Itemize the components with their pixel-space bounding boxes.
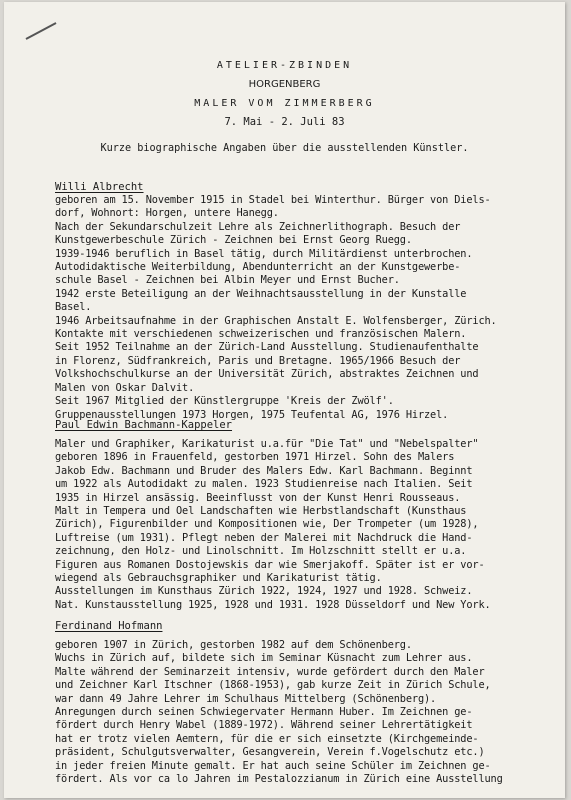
bio-line: Luftreise (um 1931). Pflegt neben der Malerei mit Nachdruck die Hand- <box>55 531 473 544</box>
artist-name: Paul Edwin Bachmann-Kappeler <box>55 419 233 431</box>
bio-line: Zürich), Figurenbilder und Kompositionen wie, Der Trompeter (um 1928), <box>55 518 479 531</box>
bio-line: Wuchs in Zürich auf, bildete sich im Seminar Küsnacht zum Lehrer aus. <box>55 652 473 665</box>
bio-line: Nat. Kunstausstellung 1925, 1928 und 1931. 1928 Düsseldorf und New York. <box>55 598 491 611</box>
bio-line: Malen von Oskar Dalvit. <box>55 381 195 394</box>
exhibition-dates: 7. Mai - 2. Juli 83 <box>224 116 345 128</box>
bio-line: 1939-1946 beruflich in Basel tätig, durch Militärdienst unterbrochen. <box>55 247 473 260</box>
bio-line: Volkshochschulkurse an der Universität Zürich, abstraktes Zeichnen und <box>55 368 479 381</box>
bio-line: Ausstellungen im Kunsthaus Zürich 1922, 1924, 1927 und 1928. Schweiz. <box>55 585 473 598</box>
bio-line: Seit 1967 Mitglied der Künstlergruppe 'Kreis der Zwölf'. <box>55 395 394 408</box>
artist-section-bachmann <box>55 418 565 612</box>
bio-line: präsident, Schulgutsverwalter, Gesangverein, Verein f.Vogelschutz etc.) <box>55 746 485 759</box>
bio-line: Seit 1952 Teilnahme an der Zürich-Land Ausstellung. Studienaufenthalte <box>55 341 479 354</box>
intro-text: Kurze biographische Angaben über die ausstellenden Künstler. <box>100 143 469 154</box>
bio-line: zeichnung, den Holz- und Linolschnitt. Im Holzschnitt stellt er u.a. <box>55 545 467 558</box>
bio-line: fördert. Als vor ca lo Jahren im Pestalozzianum in Zürich eine Ausstellung <box>55 773 503 786</box>
bio-line: schule Basel - Zeichnen bei Albin Meyer und Ernst Bucher. <box>55 274 400 287</box>
bio-line: Malte während der Seminarzeit intensiv, wurde gefördert durch den Maler <box>55 665 485 678</box>
bio-line: Malt in Tempera und Oel Landschaften wie Herbstlandschaft (Kunsthaus <box>55 505 467 518</box>
bio-line: Maler und Graphiker, Karikaturist u.a.für "Die Tat" und "Nebelspalter" <box>55 438 479 450</box>
bio-line: 1946 Arbeitsaufnahme in der Graphischen Anstalt E. Wolfensberger, Zürich. <box>55 314 497 327</box>
bio-line: war dann 49 Jahre Lehrer im Schulhaus Mittelberg (Schönenberg). <box>55 692 437 705</box>
bio-line: Autodidaktische Weiterbildung, Abendunterricht an der Kunstgewerbe- <box>55 261 461 274</box>
bio-line: 1935 in Hirzel ansässig. Beeinflusst von der Kunst Henri Rousseaus. <box>55 491 461 504</box>
bio-line: um 1922 als Autodidakt zu malen. 1923 Studienreise nach Italien. Seit <box>55 478 473 491</box>
document-page <box>4 2 565 798</box>
bio-line: geboren 1896 in Frauenfeld, gestorben 1971 Hirzel. Sohn des Malers <box>55 451 455 464</box>
bio-line: Figuren aus Romanen Dostojewskis dar wie Smerjakoff. Später ist er vor- <box>55 558 485 571</box>
bio-line: Jakob Edw. Bachmann und Bruder des Malers Edw. Karl Bachmann. Beginnt <box>55 464 473 477</box>
bio-line: 1942 erste Beteiligung an der Weihnachtsausstellung in der Kunstalle <box>55 287 467 300</box>
bio-line: Kontakte mit verschiedenen schweizerischen und französischen Malern. <box>55 328 467 341</box>
bio-line: geboren am 15. November 1915 in Stadel bei Winterthur. Bürger von Diels- <box>55 194 491 206</box>
artist-bio <box>55 639 565 786</box>
artist-section-hofmann <box>55 619 565 786</box>
artist-section-albrecht <box>55 180 565 422</box>
bio-line: geboren 1907 in Zürich, gestorben 1982 auf dem Schönenberg. <box>55 639 412 651</box>
artist-name: Ferdinand Hofmann <box>55 620 163 632</box>
bio-line: fördert durch Henry Wabel (1889-1972). Während seiner Lehrertätigkeit <box>55 719 473 732</box>
bio-line: in jeder freien Minute gemalt. Er hat auch seine Schüler im Zeichnen ge- <box>55 759 491 772</box>
bio-line: Anregungen durch seinen Schwiegervater Hermann Huber. Im Zeichnen ge- <box>55 706 473 719</box>
bio-line: wiegend als Gebrauchsgraphiker und Karikaturist tätig. <box>55 572 382 585</box>
artist-bio <box>55 194 565 422</box>
bio-line: dorf, Wohnort: Horgen, untere Hanegg. <box>55 207 279 220</box>
artist-bio <box>55 438 565 612</box>
bio-line: in Florenz, Südfrankreich, Paris und Bretagne. 1965/1966 Besuch der <box>55 354 461 367</box>
document-title: ATELIER-ZBINDEN <box>216 60 353 71</box>
pen-mark <box>26 22 57 40</box>
document-subtitle: MALER VOM ZIMMERBERG <box>194 98 375 109</box>
bio-line: Kunstgewerbeschule Zürich - Zeichnen bei Ernst Georg Ruegg. <box>55 234 412 247</box>
bio-line: und Zeichner Karl Itschner (1868-1953), gab kurze Zeit in Zürich Schule, <box>55 679 491 692</box>
bio-line: hat er trotz vielen Aemtern, für die er sich einsetzte (Kirchgemeinde- <box>55 732 479 745</box>
bio-line: Basel. <box>55 301 92 314</box>
location-line: HORGENBERG <box>248 79 321 90</box>
artist-name: Willi Albrecht <box>55 181 144 193</box>
bio-line: Gruppenausstellungen 1973 Horgen, 1975 Teufental AG, 1976 Hirzel. <box>55 408 449 421</box>
bio-line: Nach der Sekundarschulzeit Lehre als Zeichnerlithograph. Besuch der <box>55 220 461 233</box>
